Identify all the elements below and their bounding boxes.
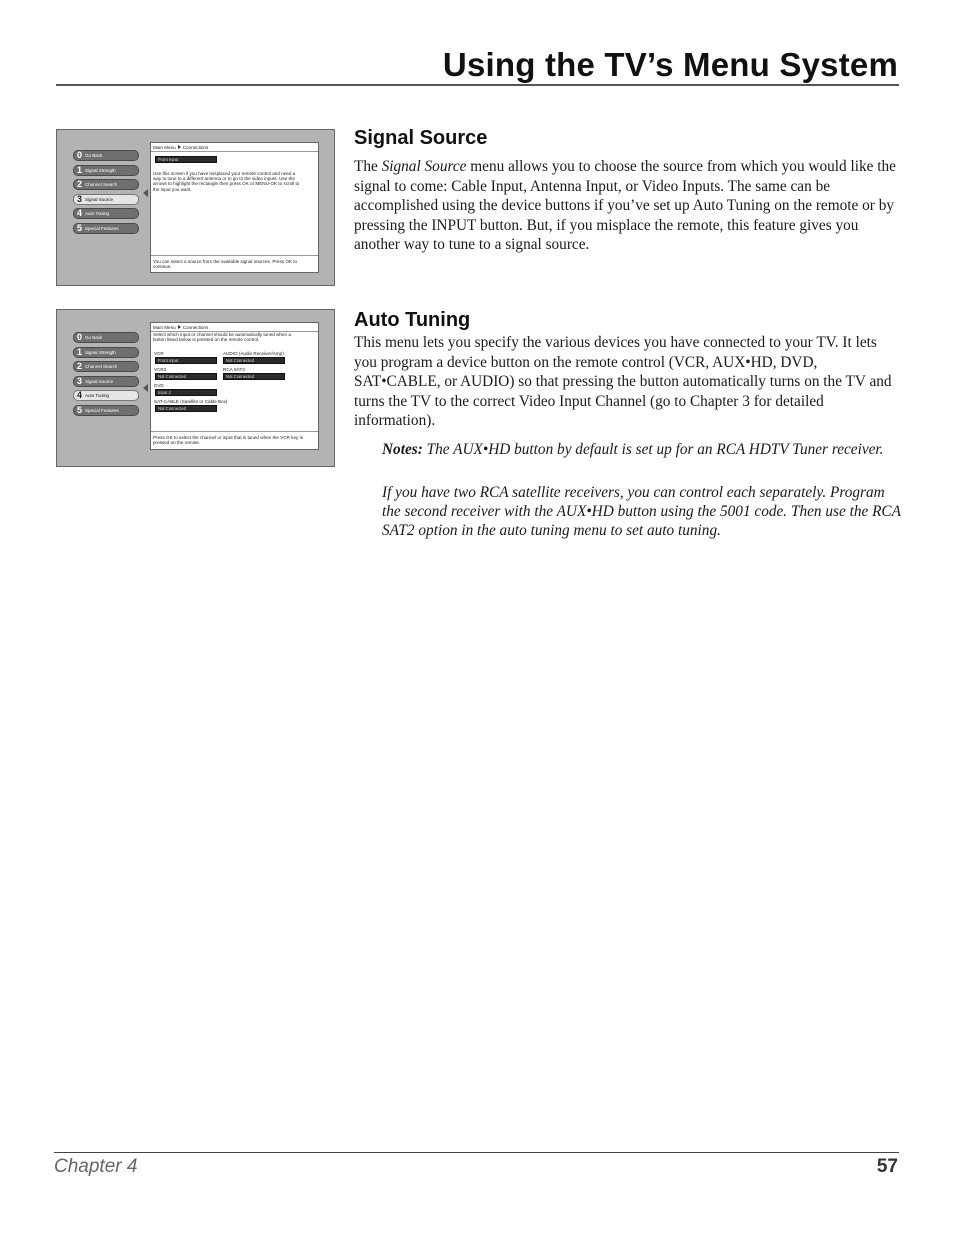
footer-rule (54, 1152, 899, 1153)
breadcrumb-arrow-icon (178, 325, 181, 329)
menu-item-go-back: 0 Go Back (73, 332, 139, 343)
menu-item-signal-source: 3 Signal Source (73, 194, 139, 205)
auto-tuning-screen (56, 309, 335, 467)
selected-source-box: Front Input (155, 156, 217, 163)
page-title: Using the TV’s Menu System (442, 46, 898, 83)
panel-footer: Press OK to select the channel or input that is tuned when the VCR key is pressed on the remote. (151, 431, 318, 449)
menu-item-signal-strength: 1 Signal Strength (73, 347, 139, 358)
breadcrumb: Main Menu Connections (151, 143, 318, 152)
breadcrumb-arrow-icon (178, 145, 181, 149)
header-rule (56, 84, 899, 86)
menu-item-signal-strength: 1 Signal Strength (73, 165, 139, 176)
menu-item-channel-search: 2 Channel Search (73, 179, 139, 190)
auto-tuning-heading: Auto Tuning (354, 309, 471, 331)
satcable-value: Not Connected (155, 405, 217, 412)
menu-item-auto-tuning: 4 Auto Tuning (73, 390, 139, 401)
menu-item-auto-tuning: 4 Auto Tuning (73, 208, 139, 219)
menu-list (73, 150, 139, 238)
satcable-label: SAT-CABLE (Satellite or Cable Box) (154, 399, 228, 404)
panel-footer: You can select a source from the available signal sources. Press OK to continue. (151, 255, 318, 272)
note-two-satellites: If you have two RCA satellite receivers, you can control each separately. Program the second receiver with the AUX•HD button using the 5001 code. Then use the RCA SAT2 option in the auto tuning menu to set auto tuning. (382, 484, 901, 539)
menu-item-special-features: 5 Special Features (73, 405, 139, 416)
signal-source-screen (56, 129, 335, 286)
pointer-arrow-icon (143, 189, 148, 197)
menu-item-go-back: 0 Go Back (73, 150, 139, 161)
page-number: 57 (876, 1156, 898, 1177)
menu-item-channel-search: 2 Channel Search (73, 361, 139, 372)
vcr-value: Front Input (155, 357, 217, 364)
menu-item-special-features: 5 Special Features (73, 223, 139, 234)
note-aux-hd: Notes: The AUX•HD button by default is set up for an RCA HDTV Tuner receiver. (382, 441, 884, 458)
menu-item-signal-source: 3 Signal Source (73, 376, 139, 387)
connections-panel (150, 142, 319, 273)
screen-description: Use this screen if you have misplaced your remote control and need a way to tune to a different antenna or to go to the video inputs. Use the arrows to highlight the rectangle then press OK or MENU-OK to scroll to the input you want. (153, 171, 300, 192)
footer-chapter: Chapter 4 (54, 1156, 138, 1177)
vcr2-label: VCR2 (154, 367, 167, 372)
vcr-label: VCR (154, 351, 164, 356)
auto-tuning-paragraph: This menu lets you specify the various devices you have connected to your TV. It lets you program a device button on the remote control (VCR, AUX•HD, DVD, SAT•CABLE, or AUDIO) so that pressing the button automatically turns on the TV and turns the TV to the correct Video Input Channel (go to Chapter 3 for detailed information). (354, 334, 892, 429)
pointer-arrow-icon (143, 384, 148, 392)
connections-panel (150, 322, 319, 450)
screen-description: Select which input or channel should be automatically tuned when a button listed below is pressed on the remote control. (153, 332, 291, 343)
rcasat2-value: Not Connected (223, 373, 285, 380)
audio-label: AUDIO (Audio Receiver/Amp) (223, 351, 284, 356)
breadcrumb: Main Menu Connections (151, 323, 318, 332)
dvd-value: Input 2 (155, 389, 217, 396)
vcr2-value: Not Connected (155, 373, 217, 380)
signal-source-paragraph: The Signal Source menu allows you to choose the source from which you would like the signal to come: Cable Input, Antenna Input, or Video Inputs. The same can be accomplished using the device buttons if you’ve set up Auto Tuning on the remote or by pressing the INPUT button. But, if you misplace the remote, this feature gives you another way to tune to a signal source. (354, 158, 896, 253)
dvd-label: DVD (154, 383, 164, 388)
menu-list (73, 332, 139, 420)
rcasat2-label: RCA SAT2 (223, 367, 245, 372)
audio-value: Not Connected (223, 357, 285, 364)
signal-source-heading: Signal Source (354, 127, 488, 149)
